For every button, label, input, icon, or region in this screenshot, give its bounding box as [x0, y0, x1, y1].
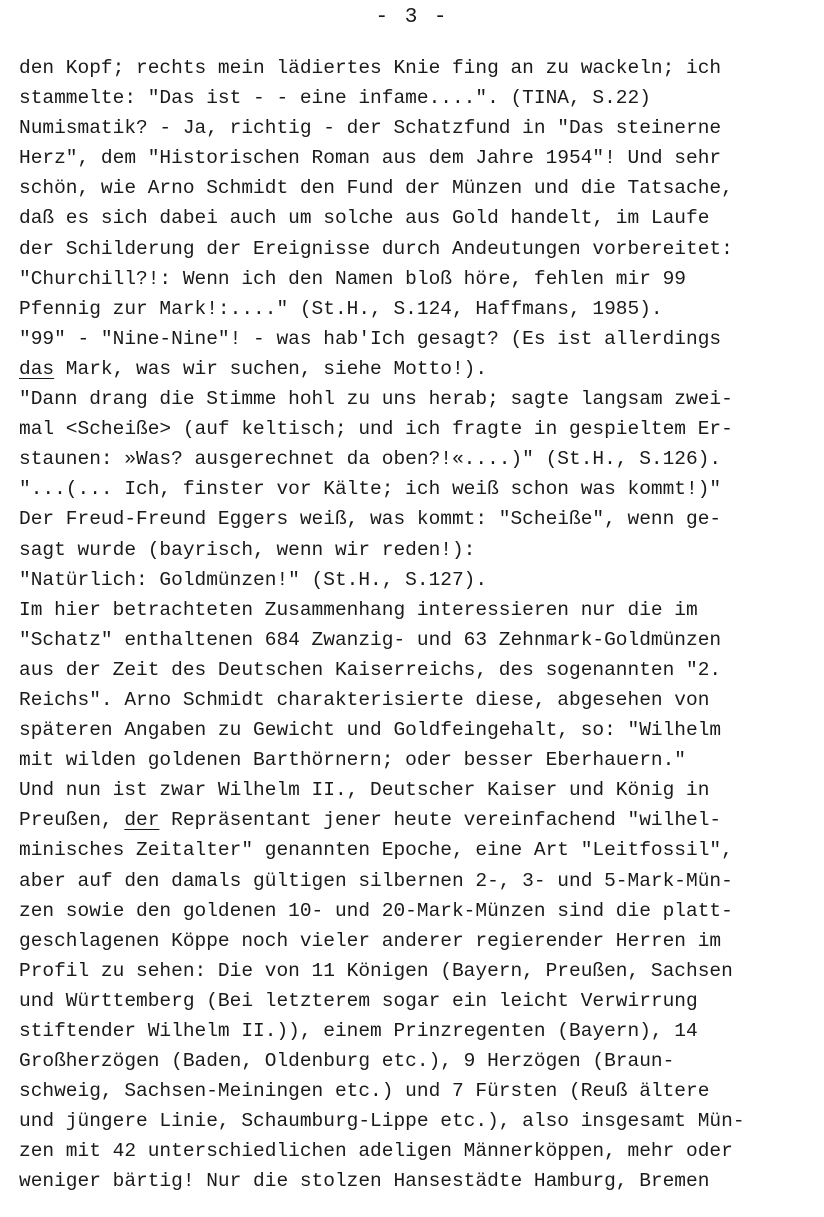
text-segment: Großherzögen (Baden, Oldenburg etc.), 9 Herzögen (Braun- — [19, 1050, 675, 1073]
text-line — [19, 474, 819, 504]
text-segment: staunen: »Was? ausgerechnet da oben?!«....)" (St.H., S.126). — [19, 448, 722, 471]
text-segment: den Kopf; rechts mein lädiertes Knie fing an zu wackeln; ich — [19, 57, 722, 79]
text-segment: Mark, was wir suchen, siehe Motto!). — [54, 357, 488, 380]
page-number: - 3 - — [375, 6, 449, 29]
text-line — [19, 655, 819, 685]
text-segment: späteren Angaben zu Gewicht und Goldfeingehalt, so: "Wilhelm — [19, 719, 722, 742]
text-line — [19, 444, 819, 474]
text-line — [19, 595, 819, 625]
text-segment: "...(... Ich, finster vor Kälte; ich weiß schon was kommt!)" — [19, 478, 722, 501]
text-line — [19, 504, 819, 534]
text-line — [19, 324, 819, 354]
text-segment: "Dann drang die Stimme hohl zu uns herab; sagte langsam zwei- — [19, 388, 733, 411]
text-line — [19, 113, 819, 143]
text-line — [19, 203, 819, 233]
text-line — [19, 685, 819, 715]
text-segment: und Württemberg (Bei letzterem sogar ein leicht Verwirrung — [19, 989, 698, 1012]
text-line — [19, 53, 819, 83]
text-line — [19, 896, 819, 926]
text-line — [19, 173, 819, 203]
text-segment: stammelte: "Das ist - - eine infame....". (TINA, S.22) — [19, 87, 651, 110]
text-segment: Herz", dem "Historischen Roman aus dem Jahre 1954"! Und sehr — [19, 147, 722, 170]
underlined-word: das — [19, 357, 55, 380]
text-line — [19, 354, 819, 384]
text-line — [19, 1136, 819, 1166]
text-segment: Repräsentant jener heute vereinfachend "wilhel- — [159, 809, 722, 832]
text-segment: "Churchill?!: Wenn ich den Namen bloß höre, fehlen mir 99 — [19, 267, 687, 290]
text-line — [19, 625, 819, 655]
text-line — [19, 926, 819, 956]
text-segment: und jüngere Linie, Schaumburg-Lippe etc.), also insgesamt Mün- — [19, 1110, 745, 1133]
text-segment: zen sowie den goldenen 10- und 20-Mark-Münzen sind die platt- — [19, 899, 733, 922]
text-segment: Der Freud-Freund Eggers weiß, was kommt: "Scheiße", wenn ge- — [19, 508, 722, 531]
text-segment: Preußen, — [19, 809, 125, 832]
text-segment: Pfennig zur Mark!:...." (St.H., S.124, Haffmans, 1985). — [19, 297, 663, 320]
text-segment: der Schilderung der Ereignisse durch Andeutungen vorbereitet: — [19, 237, 733, 260]
text-line — [19, 234, 819, 264]
text-line — [19, 775, 819, 805]
text-line — [19, 143, 819, 173]
text-segment: "Schatz" enthaltenen 684 Zwanzig- und 63 Zehnmark-Goldmünzen — [19, 628, 722, 651]
text-segment: mit wilden goldenen Barthörnern; oder besser Eberhauern." — [19, 749, 687, 772]
text-segment: weniger bärtig! Nur die stolzen Hansestädte Hamburg, Bremen — [19, 1170, 710, 1193]
text-line — [19, 715, 819, 745]
text-line — [19, 1016, 819, 1046]
text-segment: schweig, Sachsen-Meiningen etc.) und 7 Fürsten (Reuß ältere — [19, 1080, 710, 1103]
text-line — [19, 83, 819, 113]
text-line — [19, 565, 819, 595]
text-segment: mal <Scheiße> (auf keltisch; und ich fragte in gespieltem Er- — [19, 418, 733, 441]
text-segment: Numismatik? - Ja, richtig - der Schatzfund in "Das steinerne — [19, 117, 722, 140]
text-segment: schön, wie Arno Schmidt den Fund der Münzen und die Tatsache, — [19, 177, 733, 200]
text-line — [19, 1166, 819, 1196]
text-segment: minisches Zeitalter" genannten Epoche, eine Art "Leitfossil", — [19, 839, 733, 862]
text-line — [19, 835, 819, 865]
text-segment: Und nun ist zwar Wilhelm II., Deutscher Kaiser und König in — [19, 779, 710, 802]
text-line — [19, 384, 819, 414]
text-segment: aber auf den damals gültigen silbernen 2-, 3- und 5-Mark-Mün- — [19, 869, 733, 892]
text-line — [19, 1106, 819, 1136]
text-line — [19, 264, 819, 294]
text-segment: aus der Zeit des Deutschen Kaiserreichs, des sogenannten "2. — [19, 658, 722, 681]
text-segment: zen mit 42 unterschiedlichen adeligen Männerköppen, mehr oder — [19, 1140, 733, 1163]
text-line — [19, 745, 819, 775]
text-segment: sagt wurde (bayrisch, wenn wir reden!): — [19, 538, 476, 561]
text-segment: daß es sich dabei auch um solche aus Gold handelt, im Laufe — [19, 207, 710, 230]
underlined-word: der — [124, 809, 160, 832]
text-line — [19, 294, 819, 324]
text-line — [19, 866, 819, 896]
text-line — [19, 956, 819, 986]
text-segment: "Natürlich: Goldmünzen!" (St.H., S.127). — [19, 568, 488, 591]
text-segment: Profil zu sehen: Die von 11 Königen (Bayern, Preußen, Sachsen — [19, 959, 733, 982]
text-line — [19, 1076, 819, 1106]
text-segment: geschlagenen Köppe noch vieler anderer regierender Herren im — [19, 929, 722, 952]
text-line — [19, 986, 819, 1016]
text-segment: Im hier betrachteten Zusammenhang interessieren nur die im — [19, 598, 698, 621]
text-line — [19, 805, 819, 835]
text-line — [19, 414, 819, 444]
text-segment: stiftender Wilhelm II.)), einem Prinzregenten (Bayern), 14 — [19, 1020, 698, 1042]
text-line — [19, 1046, 819, 1076]
body-text — [19, 53, 819, 1197]
text-segment: "99" - "Nine-Nine"! - was hab'Ich gesagt? (Es ist allerdings — [19, 327, 722, 350]
text-line — [19, 535, 819, 565]
text-segment: Reichs". Arno Schmidt charakterisierte diese, abgesehen von — [19, 688, 710, 711]
